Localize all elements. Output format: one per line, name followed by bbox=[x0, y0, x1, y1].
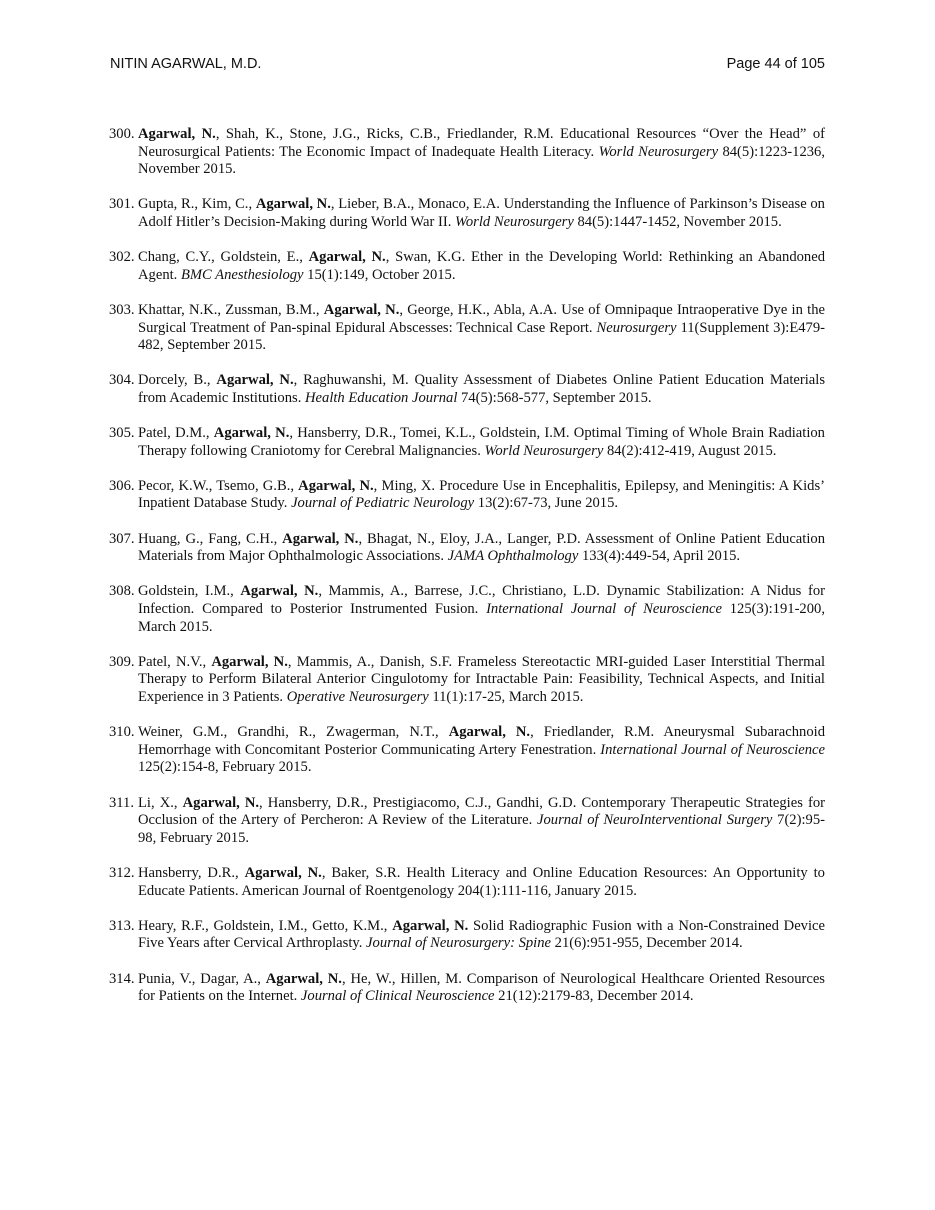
reference-number: 302. bbox=[109, 249, 135, 266]
reference-item bbox=[109, 971, 825, 1006]
reference-journal: World Neurosurgery bbox=[598, 143, 719, 160]
reference-citation: 13(2):67-73, June 2015. bbox=[474, 495, 619, 512]
reference-body: , Friedlander, R.M. Aneurysmal Subarachnoid Hemorrhage with Concomitant Posterior Communicating Artery Fenestration. bbox=[138, 724, 825, 758]
reference-number: 305. bbox=[109, 425, 135, 442]
reference-author-highlight: Agarwal, N. bbox=[265, 970, 342, 987]
reference-author-highlight: Agarwal, N. bbox=[213, 425, 290, 442]
reference-author-highlight: Agarwal, N. bbox=[211, 653, 288, 670]
reference-author-highlight: Agarwal, N. bbox=[182, 794, 260, 811]
reference-item bbox=[109, 724, 825, 777]
reference-author-highlight: Agarwal, N. bbox=[392, 917, 469, 934]
reference-journal: International Journal of Neuroscience bbox=[486, 601, 722, 618]
reference-coauthors-before: Dorcely, B., bbox=[138, 372, 217, 389]
reference-citation: 21(12):2179-83, December 2014. bbox=[494, 988, 694, 1005]
reference-journal: JAMA Ophthalmology bbox=[447, 548, 579, 565]
reference-body: , He, W., Hillen, M. Comparison of Neurological Healthcare Oriented Resources for Patients on the Internet. bbox=[138, 970, 825, 1005]
reference-citation: 125(2):154-8, February 2015. bbox=[138, 759, 312, 776]
reference-list bbox=[109, 126, 825, 1023]
reference-journal: World Neurosurgery bbox=[455, 213, 574, 230]
reference-number: 312. bbox=[109, 864, 135, 881]
reference-author-highlight: Agarwal, N. bbox=[308, 249, 386, 266]
reference-body: , Lieber, B.A., Monaco, E.A. Understanding the Influence of Parkinson’s Disease on Adolf Hitler’s Decision-Making during World War II. bbox=[138, 196, 825, 230]
reference-item bbox=[109, 531, 825, 566]
reference-body: , Mammis, A., Danish, S.F. Frameless Stereotactic MRI-guided Laser Interstitial Thermal Therapy to Perform Bilateral Anterior Cingulotomy for Intractable Pain: Feasibility, Technical Aspects, and Initial Experience in 3 Patients. bbox=[138, 653, 825, 705]
reference-journal: Journal of Clinical Neuroscience bbox=[300, 988, 495, 1005]
reference-coauthors-before: Gupta, R., Kim, C., bbox=[138, 196, 256, 213]
reference-item bbox=[109, 654, 825, 707]
reference-item bbox=[109, 126, 825, 179]
reference-author-highlight: Agarwal, N. bbox=[216, 372, 294, 389]
reference-journal: World Neurosurgery bbox=[484, 442, 604, 459]
reference-citation: 84(5):1447-1452, November 2015. bbox=[573, 213, 782, 230]
reference-coauthors-before: Patel, N.V., bbox=[138, 653, 212, 670]
reference-coauthors-before: Punia, V., Dagar, A., bbox=[138, 970, 266, 987]
reference-number: 301. bbox=[109, 196, 135, 213]
reference-coauthors-before: Huang, G., Fang, C.H., bbox=[138, 530, 283, 547]
reference-journal: BMC Anesthesiology bbox=[180, 266, 304, 283]
reference-journal: Neurosurgery bbox=[596, 319, 677, 336]
reference-body: , Bhagat, N., Eloy, J.A., Langer, P.D. Assessment of Online Patient Education Materials from Major Ophthalmologic Associations. bbox=[138, 530, 825, 565]
reference-journal: Operative Neurosurgery bbox=[286, 689, 429, 705]
reference-body: , Raghuwanshi, M. Quality Assessment of Diabetes Online Patient Education Materials from Academic Institutions. bbox=[138, 372, 825, 406]
reference-body: , Hansberry, D.R., Tomei, K.L., Goldstein, I.M. Optimal Timing of Whole Brain Radiation Therapy following Craniotomy for Cerebral Malignancies. bbox=[138, 425, 825, 459]
reference-citation: 84(5):1223-1236, November 2015. bbox=[138, 143, 826, 178]
reference-body: , Ming, X. Procedure Use in Encephalitis, Epilepsy, and Meningitis: A Kids’ Inpatient Database Study. bbox=[138, 477, 825, 512]
reference-item bbox=[109, 583, 825, 636]
reference-journal: Journal of Pediatric Neurology bbox=[291, 495, 475, 512]
reference-item bbox=[109, 795, 825, 848]
reference-coauthors-before: Weiner, G.M., Grandhi, R., Zwagerman, N.T., bbox=[138, 724, 449, 741]
reference-author-highlight: Agarwal, N. bbox=[244, 864, 322, 881]
reference-body: , Hansberry, D.R., Prestigiacomo, C.J., Gandhi, G.D. Contemporary Therapeutic Strategies for Occlusion of the Artery of Percheron: A Review of the Literature. bbox=[138, 794, 825, 829]
reference-number: 306. bbox=[109, 477, 135, 494]
reference-number: 303. bbox=[109, 301, 135, 318]
reference-coauthors-before: Hansberry, D.R., bbox=[138, 864, 245, 881]
reference-citation: 133(4):449-54, April 2015. bbox=[578, 548, 741, 565]
reference-author-highlight: Agarwal, N. bbox=[323, 301, 400, 318]
reference-author-highlight: Agarwal, N. bbox=[255, 196, 331, 213]
reference-number: 314. bbox=[109, 970, 135, 987]
reference-body: , Baker, S.R. Health Literacy and Online Education Resources: An Opportunity to Educate Patients. American Journal of Roentgenology 204(1):111-116, January 2015. bbox=[138, 864, 825, 899]
reference-item bbox=[109, 918, 825, 953]
reference-number: 311. bbox=[109, 794, 134, 811]
reference-citation: 74(5):568-577, September 2015. bbox=[457, 389, 652, 406]
reference-item bbox=[109, 249, 825, 284]
reference-item bbox=[109, 478, 825, 513]
reference-coauthors-before: Khattar, N.K., Zussman, B.M., bbox=[138, 301, 324, 318]
reference-citation: 125(3):191-200, March 2015. bbox=[138, 601, 825, 635]
reference-number: 310. bbox=[109, 724, 135, 741]
reference-coauthors-before: Chang, C.Y., Goldstein, E., bbox=[138, 249, 309, 266]
reference-body: , Mammis, A., Barrese, J.C., Christiano, L.D. Dynamic Stabilization: A Nidus for Infection. Compared to Posterior Instrumented Fusion. bbox=[138, 583, 825, 618]
reference-citation: 21(6):951-955, December 2014. bbox=[551, 935, 743, 952]
reference-citation: 11(Supplement 3):E479-482, September 2015. bbox=[138, 319, 825, 354]
reference-author-highlight: Agarwal, N. bbox=[138, 126, 216, 142]
reference-number: 307. bbox=[109, 530, 135, 547]
reference-number: 309. bbox=[109, 653, 135, 670]
reference-journal: Journal of Neurosurgery: Spine bbox=[366, 935, 552, 952]
reference-item bbox=[109, 196, 825, 231]
reference-journal: Health Education Journal bbox=[305, 389, 458, 406]
reference-citation: 11(1):17-25, March 2015. bbox=[428, 689, 584, 705]
reference-coauthors-before: Patel, D.M., bbox=[138, 425, 214, 442]
page-number: Page 44 of 105 bbox=[726, 56, 825, 72]
reference-body: Solid Radiographic Fusion with a Non-Constrained Device Five Years after Cervical Arthroplasty. bbox=[138, 917, 825, 952]
reference-item bbox=[109, 865, 825, 900]
reference-body: , Shah, K., Stone, J.G., Ricks, C.B., Friedlander, R.M. Educational Resources “Over the Head” of Neurosurgical Patients: The Economic Impact of Inadequate Health Literacy. bbox=[138, 126, 825, 160]
reference-coauthors-before: Li, X., bbox=[138, 794, 183, 811]
reference-body: , Swan, K.G. Ether in the Developing World: Rethinking an Abandoned Agent. bbox=[138, 249, 825, 283]
reference-number: 300. bbox=[109, 126, 135, 142]
reference-item bbox=[109, 425, 825, 460]
reference-item bbox=[109, 302, 825, 355]
reference-journal: Journal of NeuroInterventional Surgery bbox=[537, 812, 773, 829]
reference-number: 308. bbox=[109, 583, 135, 600]
reference-citation: 84(2):412-419, August 2015. bbox=[603, 442, 777, 459]
author-name: NITIN AGARWAL, M.D. bbox=[110, 56, 262, 72]
reference-author-highlight: Agarwal, N. bbox=[240, 583, 319, 600]
reference-item bbox=[109, 372, 825, 407]
reference-coauthors-before: Goldstein, I.M., bbox=[138, 583, 241, 600]
reference-coauthors-before: Pecor, K.W., Tsemo, G.B., bbox=[138, 477, 299, 494]
reference-author-highlight: Agarwal, N. bbox=[282, 530, 359, 547]
reference-body: , George, H.K., Abla, A.A. Use of Omnipaque Intraoperative Dye in the Surgical Treatment of Pan-spinal Epidural Abscesses: Technical Case Report. bbox=[138, 301, 825, 336]
page-header bbox=[110, 56, 825, 76]
reference-author-highlight: Agarwal, N. bbox=[298, 477, 374, 494]
reference-author-highlight: Agarwal, N. bbox=[448, 724, 531, 741]
reference-number: 304. bbox=[109, 372, 135, 389]
reference-journal: International Journal of Neuroscience bbox=[600, 741, 825, 758]
reference-coauthors-before: Heary, R.F., Goldstein, I.M., Getto, K.M., bbox=[138, 917, 393, 934]
reference-citation: 7(2):95-98, February 2015. bbox=[138, 812, 825, 846]
reference-number: 313. bbox=[109, 917, 135, 934]
reference-citation: 15(1):149, October 2015. bbox=[303, 266, 456, 283]
